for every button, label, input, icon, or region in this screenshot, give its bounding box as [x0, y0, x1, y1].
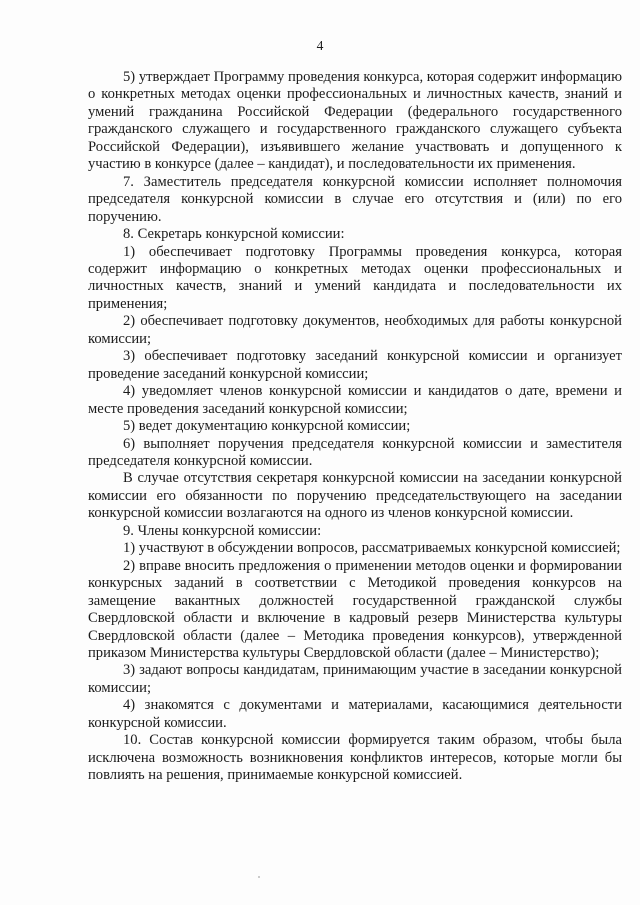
page-number: 4: [316, 38, 324, 53]
paragraph-8-item-6: 6) выполняет поручения председателя конкурсной комиссии и заместителя председателя конкурсной комиссии.: [88, 435, 622, 469]
paragraph-item-5-approves-program: 5) утверждает Программу проведения конкурса, которая содержит информацию о конкретных методах оценки профессиональных и личностных качеств, знаний и умений гражданина Российской Федерации (федерального государственного гражданского служащего и государственного гражданского служащего субъекта Российской Федерации), изъявившего желание участвовать и допущенного к участию в конкурсе (далее – кандидат), и последовательности их применения.: [88, 69, 622, 173]
paragraph-8-item-2: 2) обеспечивает подготовку документов, необходимых для работы конкурсной комиссии;: [88, 313, 622, 347]
paragraph-8-item-4: 4) уведомляет членов конкурсной комиссии и кандидатов о дате, времени и месте проведения заседаний конкурсной комиссии;: [88, 383, 622, 417]
paragraph-10-composition: 10. Состав конкурсной комиссии формируется таким образом, чтобы была исключена возможность возникновения конфликтов интересов, которые могли бы повлиять на решения, принимаемые конкурсной комиссией.: [88, 732, 622, 784]
paragraph-9-item-4: 4) знакомятся с документами и материалами, касающимися деятельности конкурсной комиссии.: [88, 697, 622, 731]
paragraph-secretary-absence: В случае отсутствия секретаря конкурсной комиссии на заседании конкурсной комиссии его обязанности по поручению председательствующего на заседании конкурсной комиссии возлагаются на одного из членов конкурсной комиссии.: [88, 470, 622, 522]
paragraph-9-item-2: 2) вправе вносить предложения о применении методов оценки и формировании конкурсных заданий в соответствии с Методикой проведения конкурсов на замещение вакантных должностей государственной гражданской службы Свердловской области и включение в кадровый резерв Министерства культуры Свердловской области (далее – Методика проведения конкурсов), утвержденной приказом Министерства культуры Свердловской области (далее – Министерство);: [88, 557, 622, 661]
paragraph-8-item-5: 5) ведет документацию конкурсной комиссии;: [123, 418, 411, 435]
paragraph-8-item-1: 1) обеспечивает подготовку Программы проведения конкурса, которая содержит информацию о конкретных методах оценки профессиональных и личностных качеств, знаний и умений кандидата и последовательности их применения;: [88, 243, 622, 312]
paragraph-8-item-3: 3) обеспечивает подготовку заседаний конкурсной комиссии и организует проведение заседаний конкурсной комиссии;: [88, 348, 622, 382]
document-body: [88, 69, 622, 785]
scan-speck: [258, 876, 260, 878]
paragraph-8-secretary-heading: 8. Секретарь конкурсной комиссии:: [123, 226, 345, 243]
paragraph-9-item-3: 3) задают вопросы кандидатам, принимающим участие в заседании конкурсной комиссии;: [88, 662, 622, 696]
paragraph-9-members-heading: 9. Члены конкурсной комиссии:: [123, 522, 322, 539]
paragraph-7-deputy-chair: 7. Заместитель председателя конкурсной комиссии исполняет полномочия председателя конкурсной комиссии в случае его отсутствия и (или) по его поручению.: [88, 173, 622, 225]
paragraph-9-item-1: 1) участвуют в обсуждении вопросов, рассматриваемых конкурсной комиссией;: [123, 540, 621, 557]
